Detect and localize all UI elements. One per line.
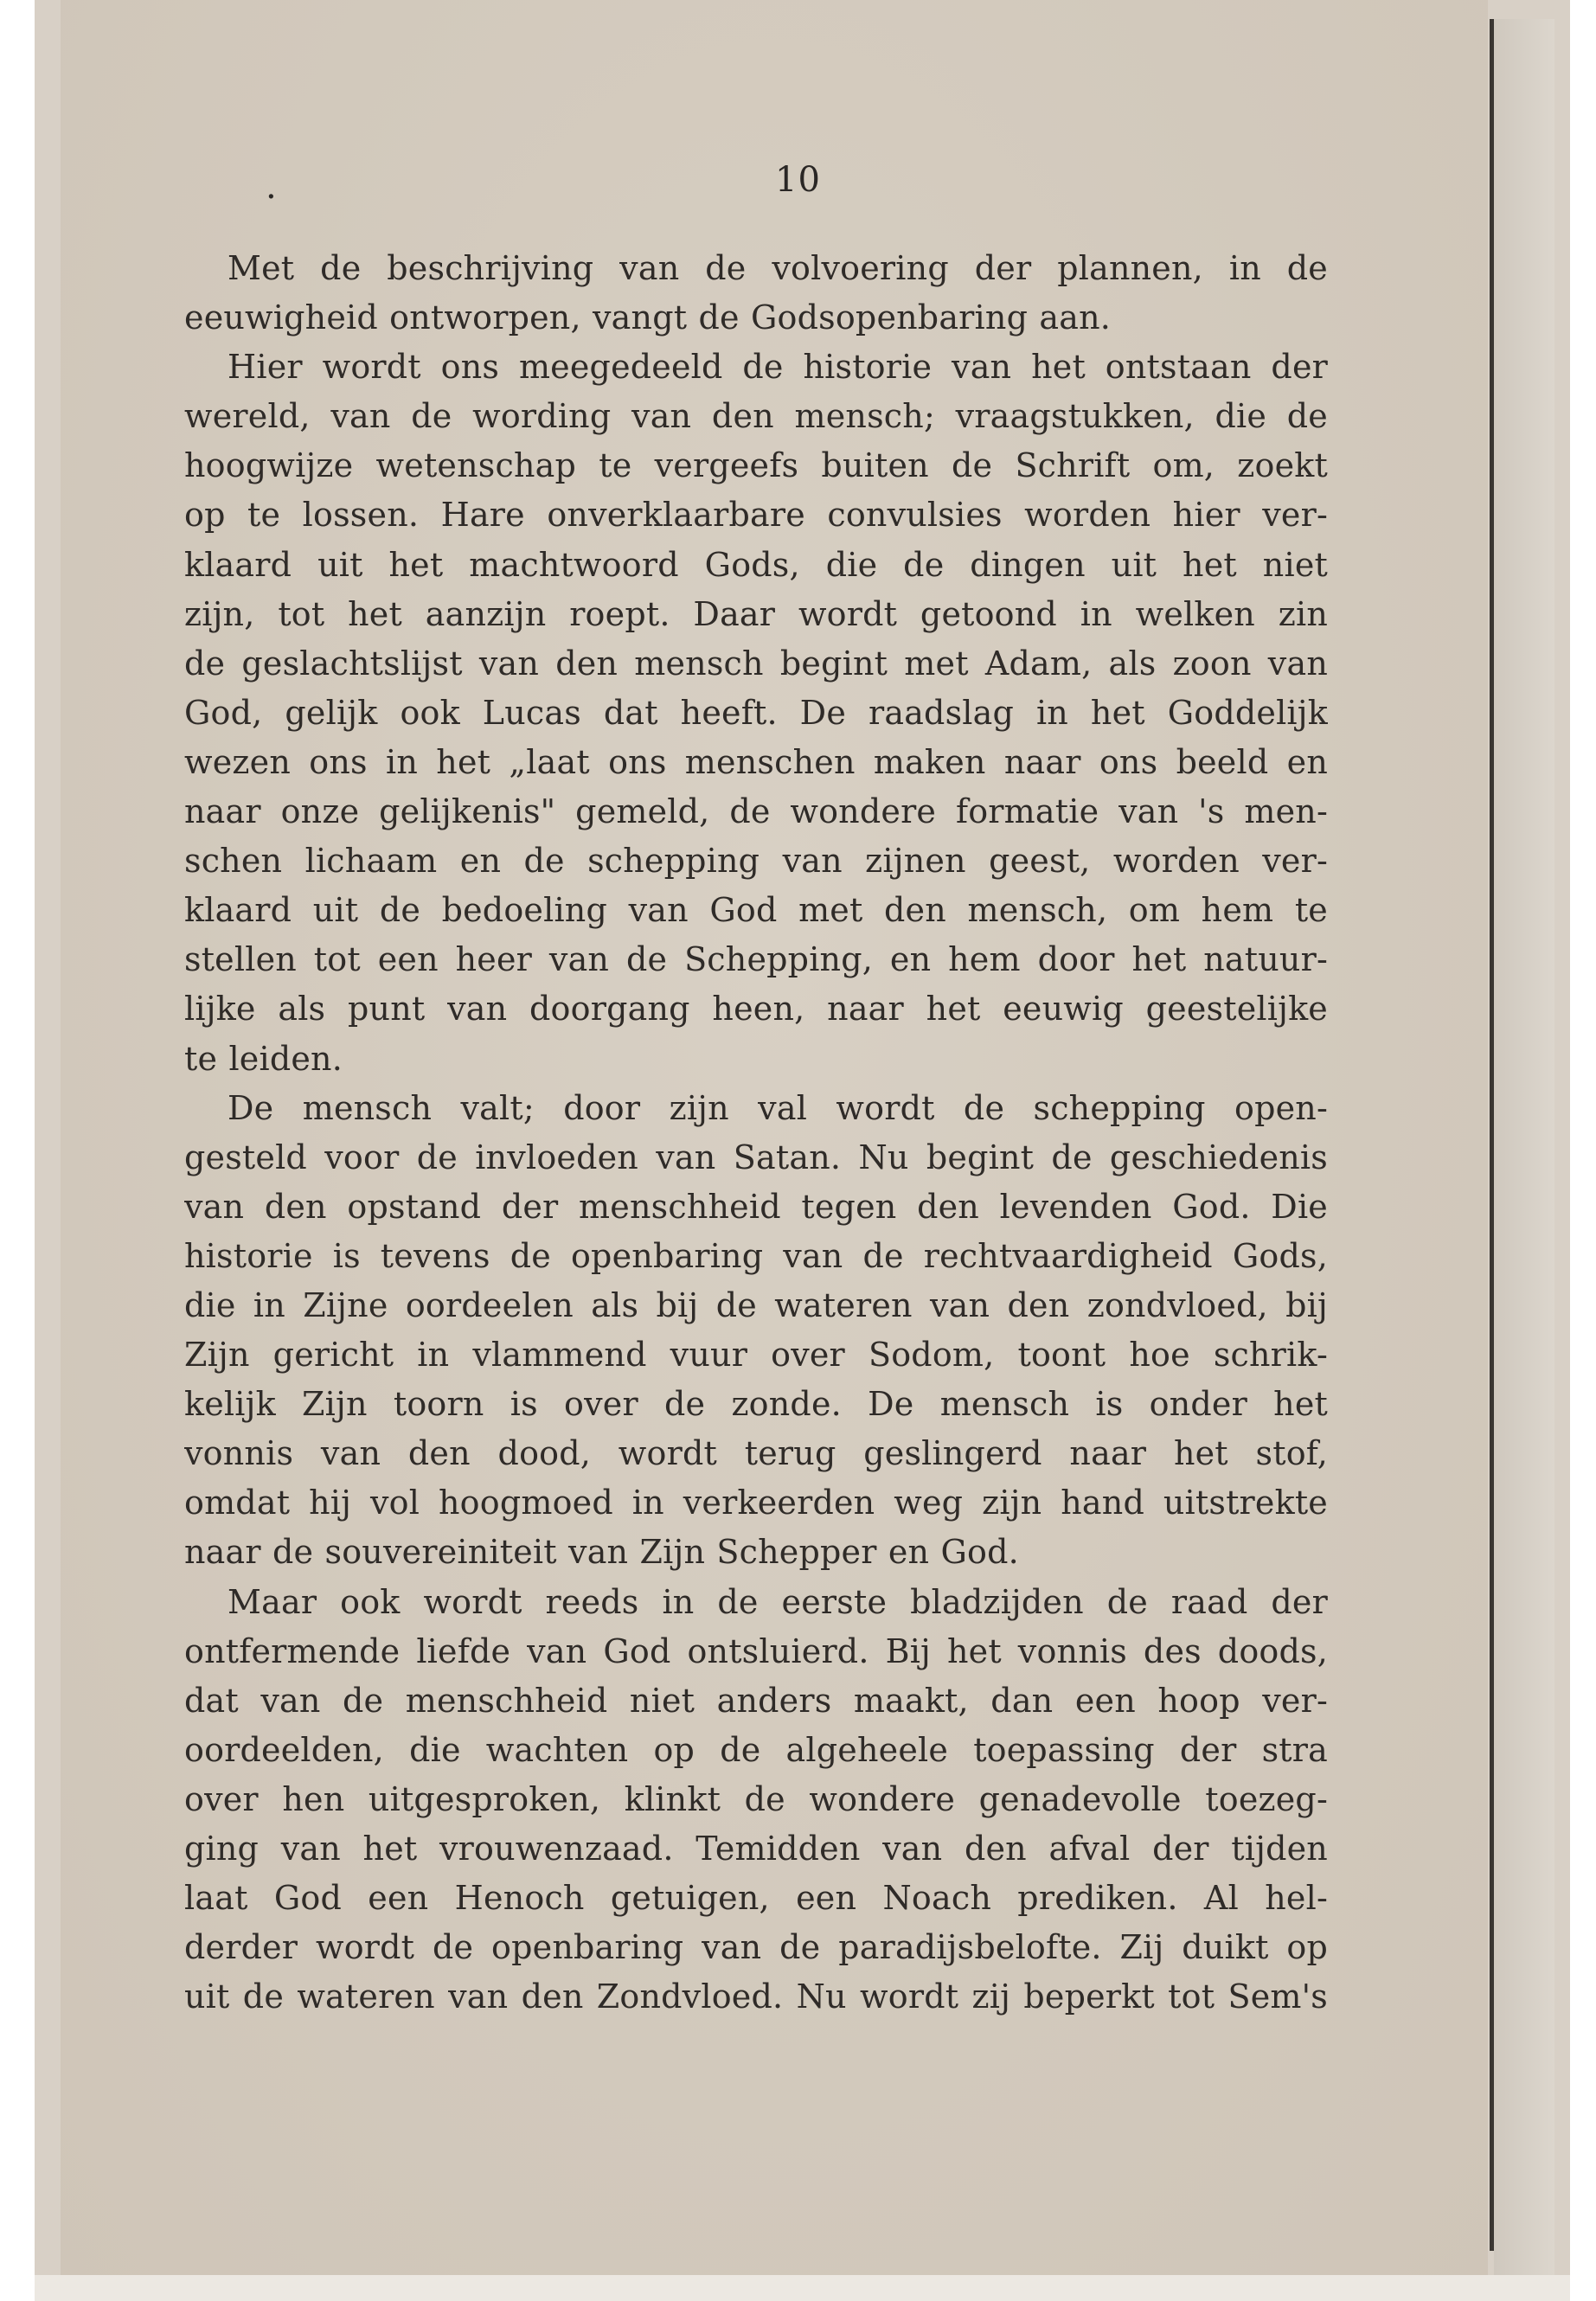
text-line: Met de beschrijving van de volvoering der plannen, in de [228,249,1328,287]
text-line: Hier wordt ons meegedeeld de historie van het ontstaan der [228,348,1328,387]
text-line: vonnis van den dood, wordt terug geslingerd naar het stof, [184,1434,1328,1473]
text-line: dat van de menschheid niet anders maakt, dan een hoop ver- [184,1681,1328,1720]
text-line: klaard uit de bedoeling van God met den mensch, om hem te [184,891,1328,930]
text-line: de geslachtslijst van den mensch begint met Adam, als zoon van [184,644,1328,683]
text-line: wereld, van de wording van den mensch; vraagstukken, die de [184,397,1328,436]
text-line: op te lossen. Hare onverklaarbare convulsies worden hier ver- [184,496,1328,535]
bottom-strip [35,2275,1570,2301]
text-line: God, gelijk ook Lucas dat heeft. De raadslag in het Goddelijk [184,693,1328,732]
text-line: ontfermende liefde van God ontsluierd. Bij het vonnis des doods, [184,1631,1328,1670]
body-text [184,244,1328,2022]
text-line: lijke als punt van doorgang heen, naar het eeuwig geestelijke [184,990,1328,1029]
text-line: te leiden. [184,1039,343,1078]
text-line: klaard uit het machtwoord Gods, die de dingen uit het niet [184,545,1328,584]
text-line: Maar ook wordt reeds in de eerste bladzijden de raad der [228,1582,1328,1621]
text-line: wezen ons in het „laat ons menschen maken naar ons beeld en [184,742,1328,781]
text-line: historie is tevens de openbaring van de rechtvaardigheid Gods, [184,1236,1328,1275]
text-line: naar onze gelijkenis" gemeld, de wondere formatie van 's men- [184,792,1328,831]
text-line: De mensch valt; door zijn val wordt de schepping open- [228,1088,1328,1127]
text-line: oordeelden, die wachten op de algeheele toepassing der stra [184,1730,1328,1769]
text-line: laat God een Henoch getuigen, een Noach prediken. Al hel- [184,1879,1328,1918]
page-number: 10 [775,160,821,200]
text-line: zijn, tot het aanzijn roept. Daar wordt getoond in welken zin [184,594,1328,633]
text-line: uit de wateren van den Zondvloed. Nu wordt zij beperkt tot Sem's [184,1977,1328,2016]
folio-mark: . [266,167,277,207]
page-edge [1490,19,1494,2251]
text-line: eeuwigheid ontworpen, vangt de Godsopenbaring aan. [184,298,1112,337]
text-line: die in Zijne oordeelen als bij de wateren van den zondvloed, bij [184,1285,1328,1324]
text-line: stellen tot een heer van de Schepping, en hem door het natuur- [184,940,1328,979]
text-line: ging van het vrouwenzaad. Temidden van den afval der tijden [184,1830,1328,1868]
text-line: van den opstand der menschheid tegen den levenden God. Die [184,1187,1328,1226]
text-line: over hen uitgesproken, klinkt de wondere genadevolle toezeg- [184,1779,1328,1818]
text-line: Zijn gericht in vlammend vuur over Sodom, toont hoe schrik- [184,1336,1328,1375]
text-line: naar de souvereiniteit van Zijn Schepper en God. [184,1533,1019,1572]
text-line: hoogwijze wetenschap te vergeefs buiten de Schrift om, zoekt [184,446,1328,485]
text-line: derder wordt de openbaring van de paradijsbelofte. Zij duikt op [184,1928,1328,1967]
text-line: kelijk Zijn toorn is over de zonde. De mensch is onder het [184,1385,1328,1424]
text-line: omdat hij vol hoogmoed in verkeerden weg zijn hand uitstrekte [184,1484,1328,1522]
page-edge-shadow [1494,19,1554,2301]
text-line: gesteld voor de invloeden van Satan. Nu begint de geschiedenis [184,1138,1328,1176]
text-line: schen lichaam en de schepping van zijnen geest, worden ver- [184,842,1328,881]
